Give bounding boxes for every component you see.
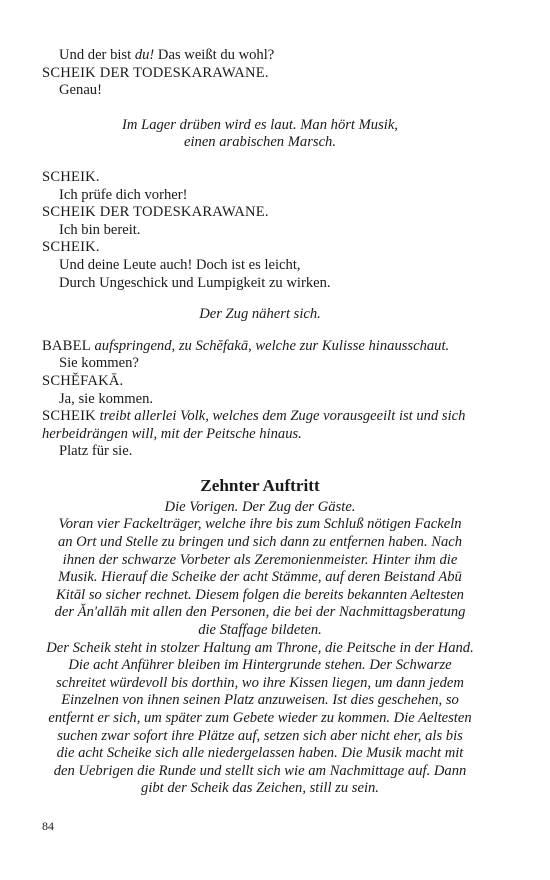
direction-line: Die acht Anführer bleiben im Hintergrunde stehen. Der Schwarze (68, 657, 452, 674)
speaker-with-direction (42, 338, 478, 356)
dialogue-line: Sie kommen? (59, 355, 139, 372)
dialogue-line: Ich bin bereit. (59, 221, 141, 238)
speaker-name: BABEL (42, 337, 91, 354)
speaker-name: SCHĔFAKĀ. (42, 372, 124, 389)
direction-line: Der Scheik steht in stolzer Haltung am Throne, die Peitsche in der Hand. (46, 639, 474, 656)
direction-line: Einzelnen von ihnen seinen Platz anzuweisen. Ist dies geschehen, so (61, 692, 459, 709)
direction-line: die Staffage bildeten. (198, 622, 322, 639)
page-body (42, 47, 478, 798)
stage-direction: Im Lager drüben wird es laut. Man hört Musik, (122, 116, 398, 133)
direction-line: ihnen der schwarze Vorbeter als Zeremonienmeister. Hinter ihm die (62, 551, 458, 568)
page-number: 84 (42, 819, 54, 833)
dialogue-line: Und der bist du! Das weißt du wohl? (59, 47, 275, 63)
dialogue-line: Und deine Leute auch! Doch ist es leicht, (59, 256, 301, 273)
stage-direction: aufspringend, zu Schĕfakā, welche zur Kulisse hinausschaut. (94, 337, 450, 354)
dialogue-line: Ich prüfe dich vorher! (59, 186, 188, 203)
direction-line: den Uebrigen die Runde und stellt sich wie am Nachmittage auf. Dann (53, 762, 467, 779)
speaker-name: SCHEIK (42, 408, 96, 425)
direction-line: Kitāl so sicher rechnet. Diesem folgen die bereits bekannten Aeltesten (56, 586, 464, 603)
stage-direction: einen arabischen Marsch. (184, 134, 336, 151)
speaker-with-direction (42, 408, 478, 426)
direction-line: gibt der Scheik das Zeichen, still zu sein. (141, 780, 379, 797)
dialogue-line: Genau! (59, 82, 102, 99)
direction-line: Voran vier Fackelträger, welche ihre bis zum Schluß nötigen Fackeln (58, 516, 462, 533)
speaker-name: SCHEIK DER TODESKARAWANE. (42, 204, 269, 221)
direction-line: die acht Scheike sich alle niedergelassen haben. Die Musik macht mit (56, 745, 464, 762)
stage-direction: herbeidrängen will, mit der Peitsche hinaus. (42, 425, 302, 442)
direction-line: an Ort und Stelle zu bringen und sich dann zu entfernen haben. Nach (57, 534, 463, 551)
stage-direction: treibt allerlei Volk, welches dem Zuge vorausgeeilt ist und sich (99, 408, 466, 425)
direction-line: Die Vorigen. Der Zug der Gäste. (164, 498, 356, 515)
direction-line: schreitet würdevoll bis dorthin, wo ihre Kissen liegen, um dann jedem (56, 674, 464, 691)
scene-direction (42, 499, 478, 798)
direction-line: entfernt er sich, um später zum Gebete wieder zu kommen. Die Aeltesten (48, 710, 472, 726)
dialogue-line: Platz für sie. (59, 443, 133, 460)
dialogue-line: Durch Ungeschick und Lumpigkeit zu wirken. (59, 274, 331, 291)
direction-line: Musik. Hierauf die Scheike der acht Stämme, auf deren Beistand Abū (58, 569, 462, 586)
direction-line: suchen zwar sofort ihre Plätze auf, setzen sich aber nicht eher, als bis (57, 727, 463, 744)
stage-direction: Der Zug nähert sich. (199, 306, 321, 323)
direction-line: der Ăn'allāh mit allen den Personen, die bei der Nachmittagsberatung (54, 604, 466, 621)
speaker-name: SCHEIK. (42, 239, 100, 256)
dialogue-line: Ja, sie kommen. (59, 390, 154, 407)
speaker-name: SCHEIK. (42, 168, 100, 185)
scene-heading: Zehnter Auftritt (200, 475, 320, 495)
speaker-name: SCHEIK DER TODESKARAWANE. (42, 64, 269, 81)
